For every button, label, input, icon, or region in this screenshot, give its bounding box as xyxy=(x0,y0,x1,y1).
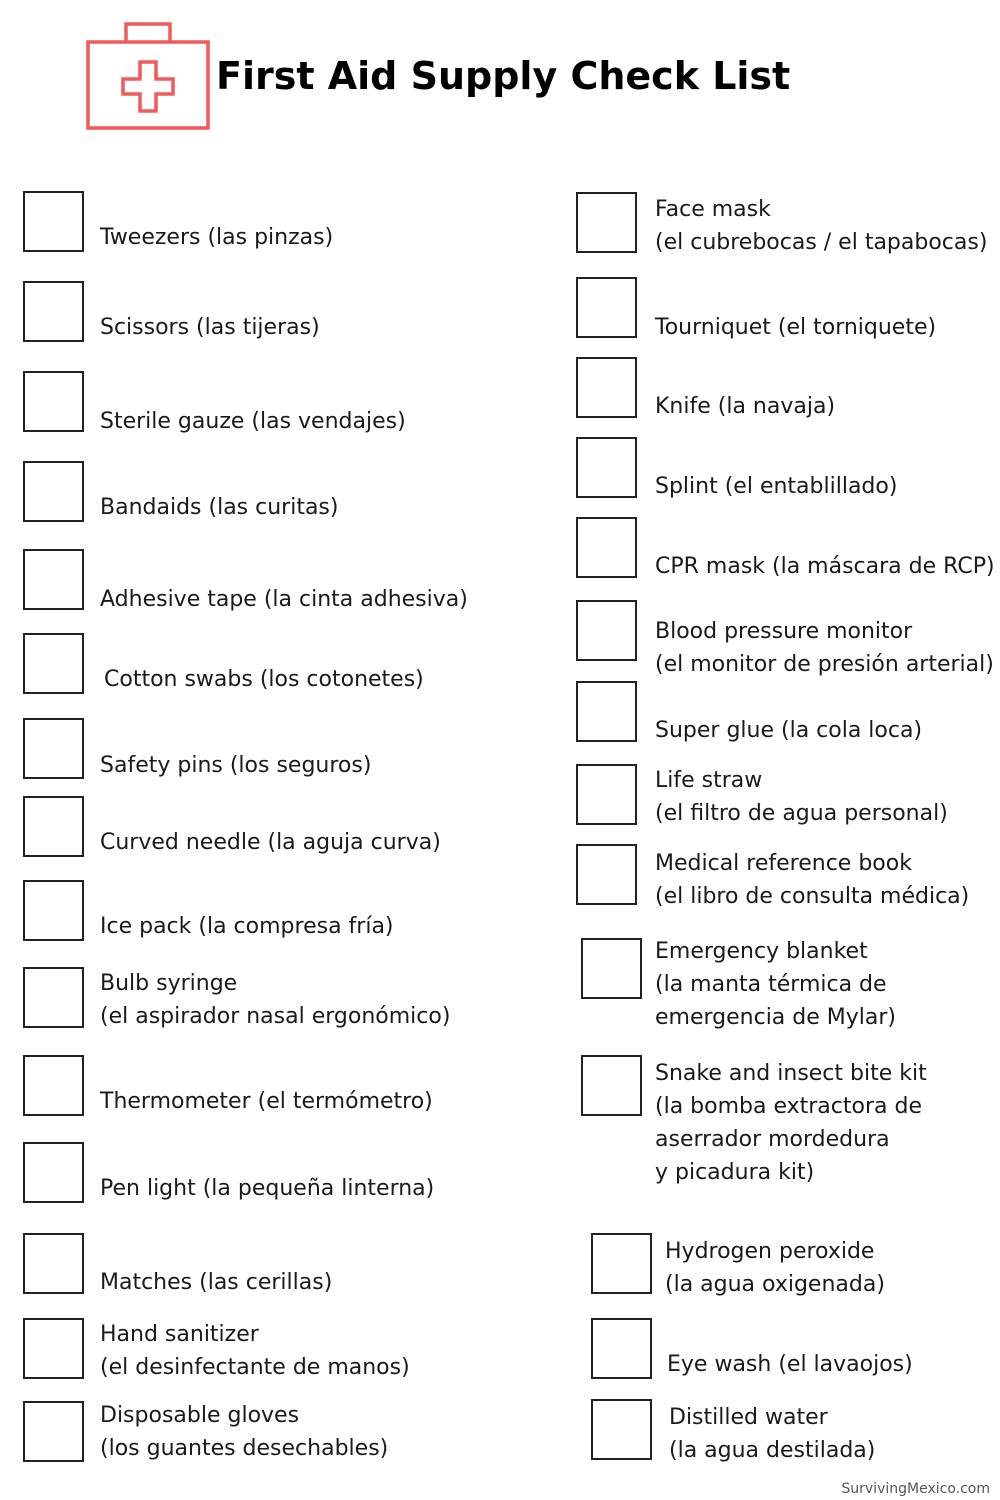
item-label: Tourniquet (el torniquete) xyxy=(655,315,937,340)
checkbox[interactable] xyxy=(23,967,84,1028)
checkbox[interactable] xyxy=(576,764,637,825)
item-label: Ice pack (la compresa fría) xyxy=(100,914,394,939)
checkbox[interactable] xyxy=(23,549,84,610)
item-label: Life straw (el filtro de agua personal) xyxy=(655,768,948,826)
checkbox[interactable] xyxy=(576,357,637,418)
item-label: Scissors (las tijeras) xyxy=(100,315,320,340)
checkbox[interactable] xyxy=(576,681,637,742)
checkbox[interactable] xyxy=(591,1318,652,1379)
checkbox[interactable] xyxy=(576,437,637,498)
item-label: Knife (la navaja) xyxy=(655,394,836,419)
checkbox[interactable] xyxy=(23,281,84,342)
checkbox[interactable] xyxy=(23,880,84,941)
item-label: Blood pressure monitor (el monitor de presión arterial) xyxy=(655,619,994,677)
item-label: Adhesive tape (la cinta adhesiva) xyxy=(100,587,468,612)
page-title: First Aid Supply Check List xyxy=(216,54,791,98)
checkbox[interactable] xyxy=(23,633,84,694)
checkbox[interactable] xyxy=(23,1318,84,1379)
item-label: Face mask (el cubrebocas / el tapabocas) xyxy=(655,197,988,255)
checkbox[interactable] xyxy=(591,1399,652,1460)
item-label: Disposable gloves (los guantes desechables) xyxy=(100,1403,389,1461)
checkbox[interactable] xyxy=(23,1142,84,1203)
item-label: Pen light (la pequeña linterna) xyxy=(100,1176,435,1201)
checkbox[interactable] xyxy=(576,844,637,905)
first-aid-kit-icon xyxy=(86,22,210,130)
item-label: Hydrogen peroxide (la agua oxigenada) xyxy=(665,1239,885,1297)
checkbox[interactable] xyxy=(591,1233,652,1294)
checkbox[interactable] xyxy=(23,191,84,252)
item-label: Hand sanitizer (el desinfectante de manos) xyxy=(100,1322,410,1380)
item-label: Eye wash (el lavaojos) xyxy=(667,1352,913,1377)
checkbox[interactable] xyxy=(23,461,84,522)
item-label: CPR mask (la máscara de RCP) xyxy=(655,554,995,579)
item-label: Matches (las cerillas) xyxy=(100,1270,333,1295)
checkbox[interactable] xyxy=(576,517,637,578)
checkbox[interactable] xyxy=(23,796,84,857)
item-label: Bulb syringe (el aspirador nasal ergonómico) xyxy=(100,971,451,1029)
item-label: Super glue (la cola loca) xyxy=(655,718,923,743)
item-label: Sterile gauze (las vendajes) xyxy=(100,409,406,434)
item-label: Tweezers (las pinzas) xyxy=(100,225,334,250)
item-label: Curved needle (la aguja curva) xyxy=(100,830,441,855)
checkbox[interactable] xyxy=(576,192,637,253)
item-label: Snake and insect bite kit (la bomba extractora de aserrador mordedura y picadura kit) xyxy=(655,1061,927,1185)
site-credit: SurvivingMexico.com xyxy=(841,1481,990,1497)
item-label: Medical reference book (el libro de consulta médica) xyxy=(655,851,970,909)
checkbox[interactable] xyxy=(576,600,637,661)
checkbox[interactable] xyxy=(23,371,84,432)
item-label: Cotton swabs (los cotonetes) xyxy=(104,667,424,692)
item-label: Thermometer (el termómetro) xyxy=(100,1089,433,1114)
checkbox[interactable] xyxy=(23,718,84,779)
item-label: Emergency blanket (la manta térmica de emergencia de Mylar) xyxy=(655,939,897,1030)
item-label: Bandaids (las curitas) xyxy=(100,495,339,520)
checkbox[interactable] xyxy=(581,938,642,999)
checkbox[interactable] xyxy=(23,1233,84,1294)
item-label: Safety pins (los seguros) xyxy=(100,753,372,778)
checkbox[interactable] xyxy=(23,1055,84,1116)
item-label: Splint (el entablillado) xyxy=(655,474,898,499)
checkbox[interactable] xyxy=(576,277,637,338)
checkbox[interactable] xyxy=(581,1055,642,1116)
item-label: Distilled water (la agua destilada) xyxy=(669,1405,876,1463)
checkbox[interactable] xyxy=(23,1401,84,1462)
